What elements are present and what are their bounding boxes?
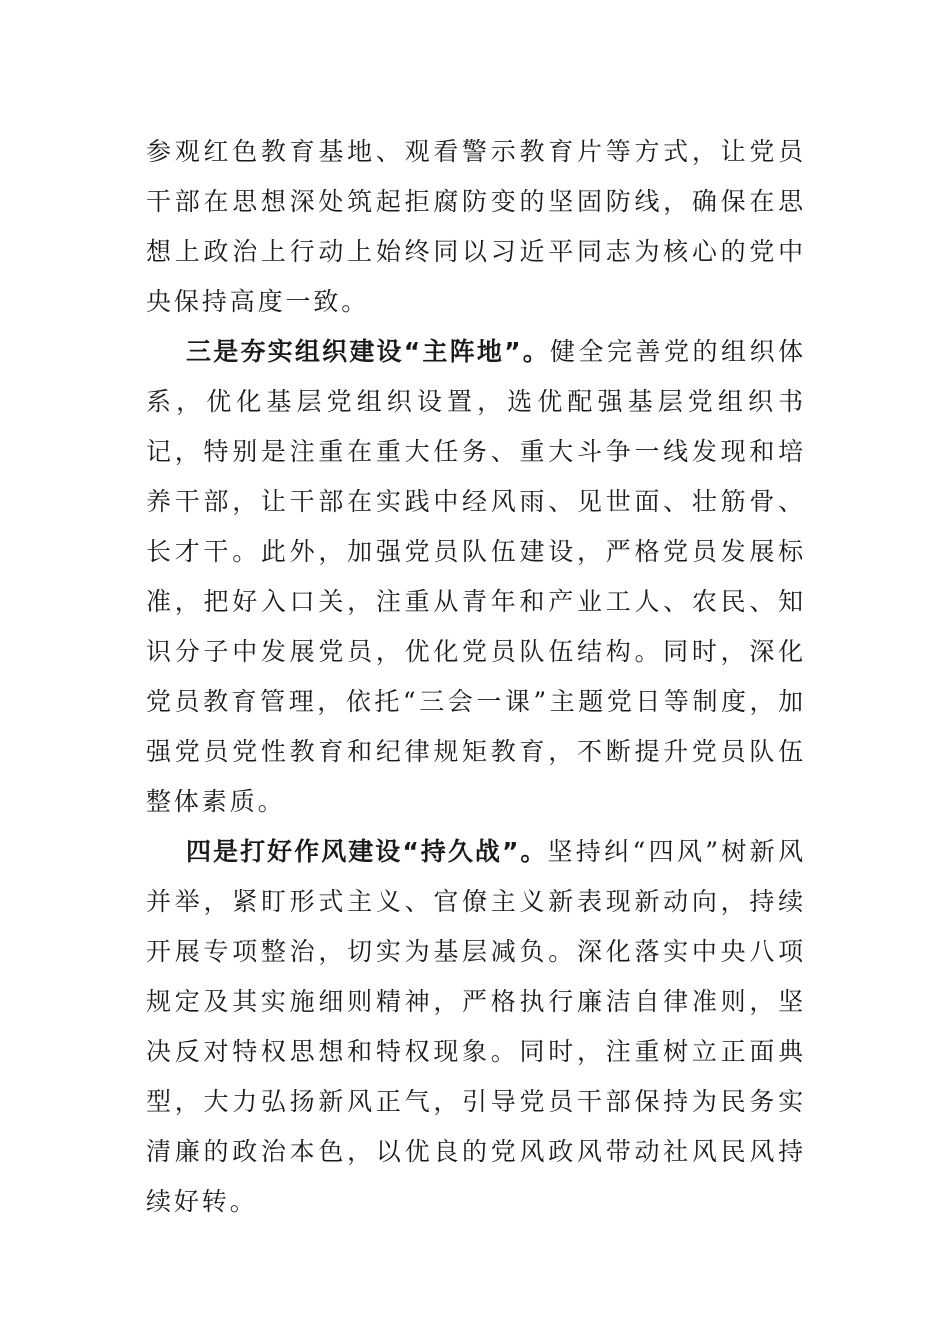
paragraph-organization [146,327,806,827]
paragraph-1-text: 参观红色教育基地、观看警示教育片等方式，让党员干部在思想深处筑起拒腐防变的坚固防线，确保在思想上政治上行动上始终同以习近平同志为核心的党中央保持高度一致。 [146,137,806,316]
paragraph-work-style [146,827,806,1227]
paragraph-continued [146,127,806,327]
document-body [146,127,806,1227]
paragraph-2-heading: 三是夯实组织建设“主阵地”。 [186,337,550,366]
paragraph-3-heading: 四是打好作风建设“持久战”。 [186,837,548,866]
paragraph-2-body: 健全完善党的组织体系，优化基层党组织设置，选优配强基层党组织书记，特别是注重在重大任务、重大斗争一线发现和培养干部，让干部在实践中经风雨、见世面、壮筋骨、长才干。此外，加强党员队伍建设，严格党员发展标准，把好入口关，注重从青年和产业工人、农民、知识分子中发展党员，优化党员队伍结构。同时，深化党员教育管理，依托“三会一课”主题党日等制度，加强党员党性教育和纪律规矩教育，不断提升党员队伍整体素质。 [146,337,806,816]
paragraph-3-body: 坚持纠“四风”树新风并举，紧盯形式主义、官僚主义新表现新动向，持续开展专项整治，切实为基层减负。深化落实中央八项规定及其实施细则精神，严格执行廉洁自律准则，坚决反对特权思想和特权现象。同时，注重树立正面典型，大力弘扬新风正气，引导党员干部保持为民务实清廉的政治本色，以优良的党风政风带动社风民风持续好转。 [146,837,807,1216]
